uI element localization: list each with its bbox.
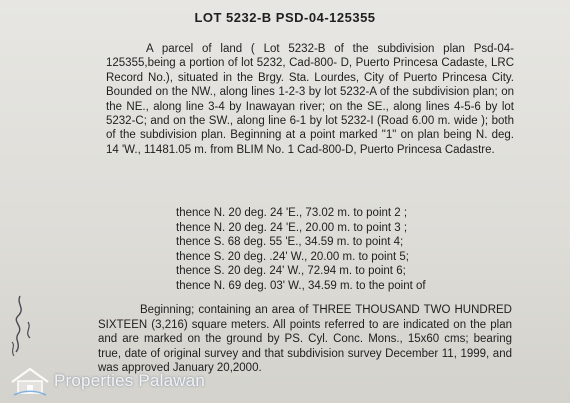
house-logo-icon [10, 366, 50, 396]
watermark [10, 364, 205, 398]
description-text: A parcel of land ( Lot 5232-B of the subdivision plan Psd-04-125355,being a portion of lot 5232, Cad-800- D, Puerto Princesa Cadaste, LRC Record No.), situated in the Brgy. Sta. Lourdes, City of Puerto Princesa City. Bounded on the NW., along lines 1-2-3 by lot 5232-A of the subdivision plan; on the NE., along line 3-4 by Inawayan river; on the SE., along lines 4-5-6 by lot 5232-C; and on the SW., along line 6-1 by lot 5232-I (Road 6.00 m. wide ); both of the subdivision plan. Beginning at a point marked "1" on plan being N. deg. 14 'W., 11481.05 m. from BLIM No. 1 Cad-800-D, Puerto Princesa Cadastre. [106, 43, 514, 156]
handwritten-note-icon [6, 292, 36, 362]
area-text: Beginning; containing an area of THREE THOUSAND TWO HUNDRED SIXTEEN (3,216) square meters. All points referred to are indicated on the plan and are marked on the ground by PS. Cyl. Conc. Mons., 15x60 cms; bearing true, date of original survey and that subdivision survey December 11, 1999, and was approved January 20,2000. [98, 304, 512, 375]
bearing-line-4: thence S. 20 deg. .24' W., 20.00 m. to point 5; [176, 250, 409, 263]
bearing-list [176, 206, 536, 294]
bearing-line-5: thence S. 20 deg. 24' W., 72.94 m. to point 6; [176, 265, 406, 278]
watermark-text: Properties Palawan [54, 371, 206, 390]
description-paragraph [106, 42, 514, 157]
bearing-line-3: thence S. 68 deg. 55 'E., 34.59 m. to point 4; [176, 236, 404, 249]
bearing-line-6: thence N. 69 deg. 03' W., 34.59 m. to the point of [176, 279, 426, 292]
document-title: LOT 5232-B PSD-04-125355 [194, 10, 376, 25]
bearing-line-1: thence N. 20 deg. 24 'E., 73.02 m. to point 2 ; [176, 207, 408, 219]
bearing-line-2: thence N. 20 deg. 24 'E., 20.00 m. to point 3 ; [176, 221, 408, 234]
